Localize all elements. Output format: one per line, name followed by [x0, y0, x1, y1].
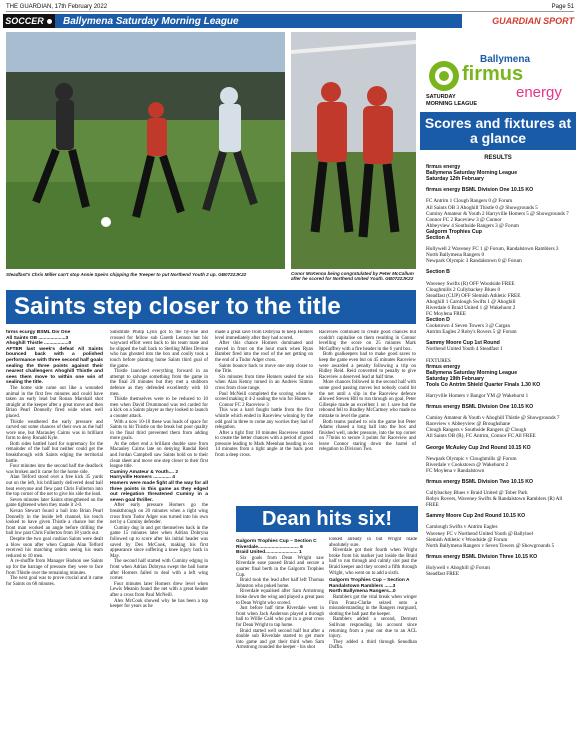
- paragraph: Both teams pushed to win the game but Peter Adams chased a long ball into the box and finished well, under pressure, into the top corner on 77mins to secure 3 points for Raceview and leave Connor staring down the barrel of relegation to Division Two.: [319, 419, 416, 453]
- paragraph: More chances followed in the second half with some good passing moves but nobody could hit the net until a slip in the Raceview defence allowed Steven Hill to run through on goal, Peter Gillespie made an excellent 1 on 1 save but the rebound fell to Bradley McCartney who made no mistake to level the game.: [319, 380, 416, 419]
- fixture-line: Harryville Homers v Bangor YM @ Wakehurst 1: [426, 393, 529, 399]
- paragraph: A re-shuffle from Manager Hodson see Saints up for the barrage of pressure they were to face from Thistle over the remaining minutes.: [6, 559, 103, 576]
- paragraph: Six goals from Dean Wright saw Riverdale ease passed Braid and secure a quarter final berth in the Galgorm Trophies Cup.: [236, 555, 324, 578]
- results-heading: RESULTS: [484, 155, 512, 161]
- paragraph: Substitute Philip Lynn got to the by-line and crossed for fellow sub Gareth Lennon but his wayward effort went back to his team mate and he slipped the ball back to Sterling Miles Devine who has ghosted into the box and coolly took a touch before planting home Saints third goal of the game.: [110, 330, 208, 369]
- story-column-4: [319, 330, 416, 502]
- fixture-section-heading: firmus energy BSML Division One 10.15 KO: [426, 187, 534, 194]
- fixture-line: Robys Rovers, Waveney Swifts & Randalstown Ramblers (R) All FREE: [426, 496, 563, 509]
- fixture-line: Antrim Eagles 2 Roby's Rovers 5 @ Forum: [426, 329, 517, 336]
- fixture-section-heading: Sammy Moore Cup 2nd Round 10.15 KO: [426, 513, 526, 520]
- fixture-line: FC Moylena v Randalstown: [426, 467, 485, 474]
- section-header: [0, 14, 580, 28]
- story-headline: Saints step closer to the title: [6, 290, 416, 324]
- fixture-line: FC Moylena FREE: [426, 310, 467, 317]
- paragraph: After this chance Homers dominated and moved in front on the hour mark when Ryan Bamber fired into the roof of the net getting on the end of a Tudor Adger cross.: [215, 341, 313, 363]
- page-header: [6, 2, 574, 12]
- sponsor-brand-firmus: firmus: [462, 63, 524, 85]
- paragraph: The second half started with Cuminy edging in front when Adrian Dobryna swept the ball home after Homers failed to deal with a left wing corner.: [110, 559, 208, 582]
- fixture-line: Cullybackey Blues v Braid United @ Tober Park: [426, 490, 528, 497]
- paragraph: made a great save from Dobryna to keep Homers level immediately after they had scored.: [215, 330, 313, 341]
- paragraph: With a now 10-10 these was loads of space for Saints to hit Thistle on the break but poor quality in the final third prevented them from adding more goals.: [110, 419, 208, 442]
- fixture-line: FC Antrim 1 Clough Rangers 0 @ Forum: [426, 198, 513, 205]
- paragraph: After early pressure Homers go the breakthrough on 20 minutes when a right wing cross from Tudor Adger was turned into his own net by a Cuminy defender.: [110, 503, 208, 526]
- second-story-column-1: [236, 537, 324, 735]
- fixture-section-heading: firmus energy BSML Division Two 10.15 KO: [426, 478, 534, 485]
- paragraph: All Saints OB ....................3: [6, 335, 69, 341]
- paragraph: Galgorm Trophies Cup – Section A: [329, 578, 410, 584]
- photo-scene-left: [6, 32, 285, 269]
- fixture-line: Slemish Athletic v Woodside @ Forum: [426, 536, 508, 543]
- paragraph: Four minutes into the second half the deadlock was broken and it came for the home side.: [6, 464, 103, 475]
- fixture-line: Steadfast FREE: [426, 570, 459, 577]
- paragraph: Thistle themselves were to be reduced to 10 men when David Drummond was red carded for a kick on a Saints player as they looked to launch a counter attack.: [110, 397, 208, 419]
- paragraph: Paul McNeill completed the scoring when he scored making it 4-2 sealing the win for Homers.: [215, 391, 313, 403]
- fixture-line: Ahoghill 1 Carnlough Swifts 1 @ Ahoghill: [426, 298, 516, 305]
- match-photo-left: [6, 32, 285, 269]
- story-column-1: [6, 330, 103, 734]
- fixture-line: All Saints OB 3 Ahoghill Thistle 0 @ Showgrounds 5: [426, 204, 538, 211]
- paragraph: Thistle weathered the early pressure and carved out some chances of their own as the half wore one, but Macauley Cairns was in brilliant form to deny Ronald Kyle.: [6, 419, 103, 442]
- sponsor-brand-energy: energy: [516, 84, 562, 101]
- paragraph: looked already in but Wright made absolutely sure.: [329, 537, 417, 548]
- league-name-line-1: SATURDAY: [426, 94, 456, 100]
- second-story-headline: Dean hits six!: [236, 506, 418, 532]
- paragraph: Riverdale.............................. 6: [236, 544, 303, 550]
- fixture-line: Cookstown 4 Seven Towers 3 @ Cargan: [426, 323, 511, 330]
- paragraph: Homers were made fight all the way for all three points in this game as they edged out relegation threatened Cuminy in a seven goal thriller.: [110, 481, 208, 503]
- fixture-line: Newpark Olympic v Cloughmills @ Forum: [426, 455, 517, 462]
- paragraph: Braid took the lead after half left Thomas Johnston who poked home.: [236, 578, 324, 589]
- paragraph: Thistle launched everything forward in an attempt to salvage something from the game in the final 20 minutes but they met a stubborn defence as they defended excellently with 10 men.: [110, 369, 208, 397]
- fixture-line: Abbeyview 4 Southside Rangers 3 @ Forum: [426, 222, 519, 229]
- fixture-section-heading: George McAuley Cup 2nd Round 10.15 KO: [426, 444, 531, 451]
- fixture-section-heading: Sammy Moore Cup 1st Round: [426, 340, 500, 347]
- fixture-line: North Ballymena Rangers v Seven Towers @ Showgrounds 5: [426, 542, 555, 549]
- paragraph: Both sides battled hard for supremacy for the remainder of the half but neither could get the breakthrough with Saints edging the territorial battle.: [6, 441, 103, 464]
- fixture-line: Newpark Olympic 3 Randalstown 0 @ Forum: [426, 258, 522, 265]
- fixture-section-heading: firmus energy: [426, 164, 461, 171]
- paragraph: This was a hard fought battle from the first whistle which ended in Raceview winning by the odd goal in three to come any worries they had of relegation.: [215, 408, 313, 431]
- paragraph: Kevan Stewart found a ball into Brian Pearl Donnelly in the inside left channel, his touch looked to have given Thistle a chance but the front man worked an angle before drilling the ball low past Chris Fullerton from 18 yards out.: [6, 509, 103, 537]
- paragraph: Riverdale equalised after Sam Armstrong broke down the wing and played a great pass to Dean Wright who scored.: [236, 589, 324, 606]
- fixture-line: Waveney Swifts (R) OFF Woodside FREE: [426, 280, 515, 287]
- fixture-line: Holywell v Ahoghill @ Forum: [426, 564, 490, 571]
- paragraph: Alan Telford stood over a free kick 35 yards out on the left, his brilliantly delivered dead ball beat everyone and flew past Chris Fullerton into the top corner of the net to give his side the lead.: [6, 475, 103, 498]
- paragraph: Ahoghill Thistle ..................0: [6, 341, 72, 347]
- fixture-line: Cuminy Amateur & Youth 2 Harryville Homers 5 @ Showgrounds 7: [426, 210, 569, 217]
- fixture-section-heading: Tools Co Antrim Shield Quarter Finals 1.30 KO: [426, 381, 541, 388]
- fixture-section-heading: Saturday 19th February: [426, 375, 484, 382]
- paragraph: Despite the two goal cushion Saints were dealt a blow soon after when Captain Alan Telford received his marching orders seeing his team reduced to 10 men.: [6, 536, 103, 559]
- paragraph: Braid United........................ 1: [236, 550, 302, 556]
- paragraph: AFTER last week's defeat All Saints bounced back with a polished performance with three second half goals sealing the three points against their nearest challengers Ahoghill Thistle and sees them move to within one win of sealing the title.: [6, 346, 103, 386]
- fixture-section-heading: Galgorm Trophies Cup: [426, 228, 482, 235]
- paragraph: Alex McCook showed why he has been a top keeper for years as he: [110, 598, 208, 610]
- photo-caption-right: Conor McKenna being congratulated by Peter McCallum after he scored for Northend United Youth. GB0722JK22: [291, 271, 414, 282]
- fixture-line: Carnlough Swifts v Antrim Eagles: [426, 524, 498, 531]
- scores-fixtures-title: Scores and fixtures at a glance: [420, 112, 576, 150]
- results-sidebar: [420, 54, 576, 736]
- fixture-section-heading: firmus energy BSML Division Three 10.15 KO: [426, 553, 538, 560]
- paragraph: Ramblers added a second, Dermott Sullivan responding his account since returning from a year out due to an ACL injury.: [329, 617, 417, 640]
- paragraph: Cuminy dug in and got themselves back in the game 15 minutes later when Adrian Dobryna followed up to score after his initial header was saved by Dex McCook, making his first appearance since suffering a knee injury back in May.: [110, 525, 208, 559]
- paragraph: Randalstown Ramblers ......3: [329, 583, 396, 589]
- fixture-line: Steadfast (CUP) OFF Slemish Athletic FREE: [426, 292, 521, 299]
- paragraph: Seven minutes later Saints strengthened on the game tightened when they made it 2-0.: [6, 497, 103, 509]
- fixture-line: Riverdale v Cookstown @ Wakehurst 2: [426, 461, 509, 468]
- paragraph: Cuminy Amateur & Youth.... 2: [110, 469, 179, 475]
- paragraph: Harryville Homers ............. 4: [110, 475, 175, 481]
- fixture-line: FIXTURES: [426, 357, 451, 364]
- fixture-line: Connor FC 2 Raceview 3 @ Connor: [426, 216, 502, 223]
- brand-logo: GUARDIAN SPORT: [492, 16, 574, 26]
- paragraph: After a tight first 10 minutes Raceview started to create the better chances with a period of good pressure leading to Mark Meenhan heading in on 14 minutes from a tight angle at the back post from a deep cross.: [215, 430, 313, 459]
- fixture-line: Cloughmills 2 Cullybackey Blues 0: [426, 286, 501, 293]
- paragraph: Saints bounce back to move one step closer to the Title.: [215, 363, 313, 375]
- photo-scene-right: [291, 32, 416, 269]
- section-tag: SOCCER: [3, 14, 55, 28]
- fixture-line: Northend United Youth 4 Steadfast 1: [426, 346, 503, 353]
- results-list: [420, 150, 576, 577]
- page-number: Page 51: [551, 3, 574, 10]
- fixture-line: Clough Rangers v Southside Rangers @ Clough: [426, 427, 527, 434]
- paragraph: At the other end a brilliant double save from Macauley Cairns late on denying Randal Reid and Jordan Campbell saw Saints hold on to their clean sheet and move one step closer to their first league title.: [110, 441, 208, 470]
- league-name-line-2: MORNING LEAGUE: [426, 101, 478, 107]
- paragraph: Braid started well second half but after a double sub Riverdale started to get more into game and got their third when Sam Armstrong rounded the keeper - his shot: [236, 628, 324, 651]
- story-column-2: [110, 330, 208, 734]
- paragraph: firms ecurgy BSML Div One: [6, 330, 71, 335]
- league-banner: Ballymena Saturday Morning League: [55, 14, 462, 28]
- fixture-section-heading: Section D: [426, 317, 450, 324]
- paragraph: Connor FC 2 Raceview 3: [219, 402, 269, 408]
- paragraph: Galgorm Trophies Cup – Section C: [236, 539, 317, 544]
- sponsor-town: Ballymena: [480, 54, 531, 65]
- fixture-section-heading: Saturday 12th February: [426, 176, 484, 183]
- fixture-section-heading: firmus energy BSML Division One 10.15 KO: [426, 404, 534, 411]
- fixture-line: Raceview v Abbeyview @ Broughshane: [426, 421, 511, 428]
- photo-caption-left: Steadfast's Chris Miller can't stop Annie Speirs chipping the 'Keeper to put Northend Youth 2 up. GB0722JK22: [6, 272, 247, 277]
- paragraph: Four minutes later Homers drew level when Lewis Meanin found the net with a great header after a cross from Paul McNeill.: [110, 581, 208, 598]
- paragraph: North Ballymena Rangers...0: [329, 589, 396, 595]
- fixture-section-heading: Section A: [426, 235, 450, 242]
- fixture-line: Waveney FC v Northend United Youth @ Ballyloel: [426, 530, 533, 537]
- paper-date: THE GUARDIAN, 17th February 2022: [6, 3, 108, 10]
- fixture-line: Riverdale 6 Braid United 1 @ Wakehurst 2: [426, 304, 516, 311]
- story-column-3: [215, 330, 313, 502]
- paragraph: Raceview continued to create good chances but couldn't capitalise on them resulting in Connor levelling the score on 25 minutes Mark McGaffrey with a fire header in the 6 yard box.: [319, 330, 416, 352]
- match-photo-right: [291, 32, 416, 269]
- fixture-section-heading: firmus energy: [426, 363, 461, 370]
- football-icon: [46, 18, 53, 25]
- fixture-line: Hollywell 2 Waveney FC 1 @ Forum, Randalstown Ramblers 3 North Ballymena Rangers 0: [426, 246, 559, 259]
- fixture-line: Cuminy Amateur & Youth v Ahoghill Thistle @ Showgrounds 7: [426, 415, 560, 422]
- paragraph: Both goalkeepers had to make good saves to keep the game even but on 45 minutes Raceview were awarded a penalty following a trip on Ridley Reid. Reid converted to penalty to give Raceview a deserved lead at half time.: [319, 352, 416, 380]
- fixture-line: All Saints OB (R), FC Antrim, Connor FC All FREE: [426, 433, 536, 440]
- sponsor-logo: [420, 54, 576, 112]
- paragraph: Riverdale got their fourth when Wright broke from his marker just inside the Braid half to run through and calmly slot past the Braid keeper and they scored a fifth through Wright, who went on to add a sixth.: [329, 548, 417, 576]
- fixture-section-heading: Section B: [426, 269, 450, 276]
- paragraph: They added a third through Senudhan Duffin.: [329, 639, 417, 651]
- fixture-section-heading: Ballymena Saturday Morning League: [426, 170, 518, 177]
- paragraph: The next goal was to prove crucial and it came for Saints on 68 minutes.: [6, 576, 103, 587]
- second-story-column-2: [329, 537, 417, 735]
- fixture-section-heading: Ballymena Saturday Morning League: [426, 369, 518, 376]
- paragraph: The home side came out like a wounded animal in the first few minutes and could have taken an early lead but Ronan Marshall shot straight at the keeper after a great move and then Brian Pearl Donnelly fired wide when well placed.: [6, 385, 103, 419]
- paragraph: Just before half time Riverdale went in front when Jack Anderson played a through ball to Willie Cald who put in a great cross for Dean Wright to tap home.: [236, 606, 324, 628]
- paragraph: Six minutes from time Homers sealed the win when Alan Kenny turned in an Andrew Simms cross from close range.: [215, 374, 313, 391]
- paragraph: Ramblers got the vital break when winger Finn Franz-Clarke seized onto a misunderstanding in the Rangers rearguard, slotting the ball past the keeper.: [329, 594, 417, 617]
